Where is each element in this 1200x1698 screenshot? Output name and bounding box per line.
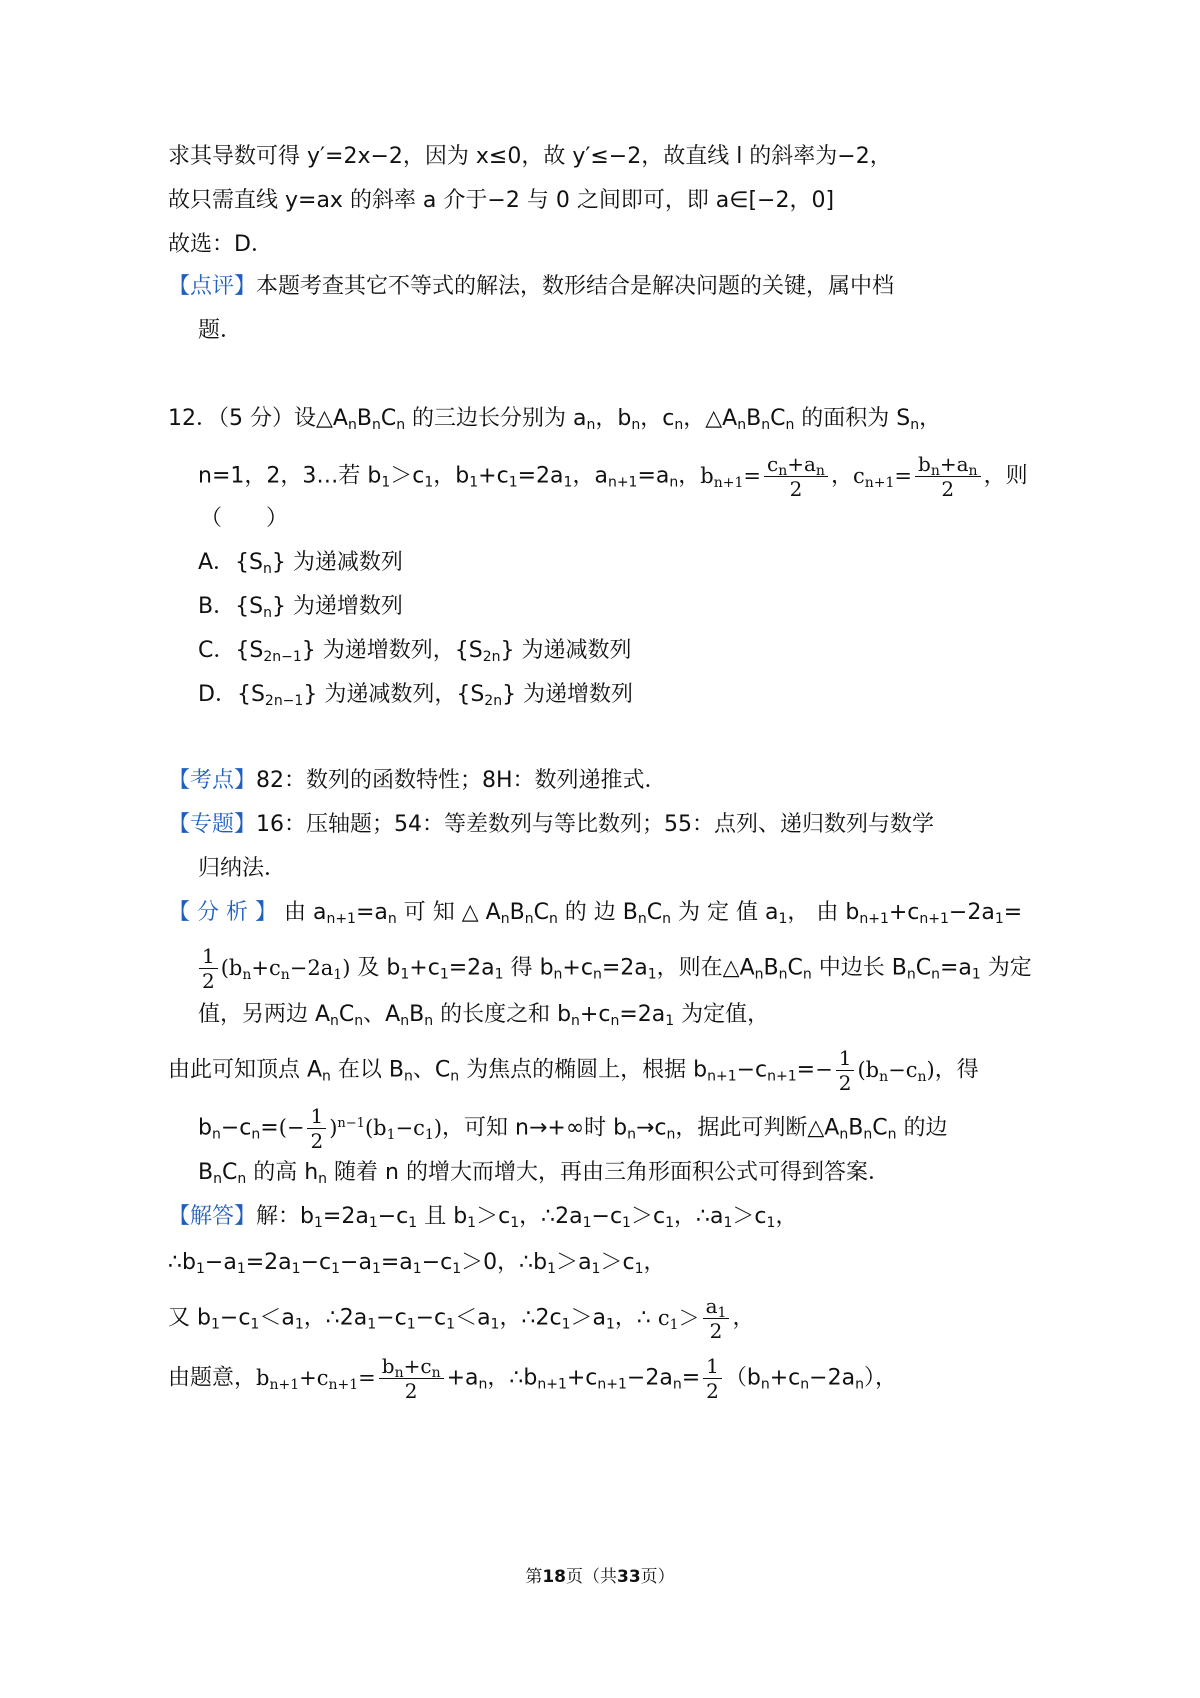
fraction: $\frac{b_n+a_n}{2}$ [915,452,981,501]
zhuanti-tag: 【专题】 [168,812,257,837]
kaodian-line: 【考点】82：数列的函数特性；8H：数列递推式． [168,768,667,793]
page-total: 33 [617,1567,641,1587]
fraction-half: $\frac{1}{2}$ [307,1104,326,1153]
fenxi-tag: 【 分 析 】 [168,900,277,925]
comment-line: 【点评】本题考查其它不等式的解法，数形结合是解决问题的关键，属中档 [168,274,895,299]
comment-continuation: 题． [198,318,243,343]
option-c: C．$\{S_{2n-1}\}$ 为递增数列，$\{S_{2n}\}$ 为递减数列 [198,638,632,665]
option-d: D．$\{S_{2n-1}\}$ 为递减数列，$\{S_{2n}\}$ 为递增数列 [198,682,634,709]
question-12-paren: （ ） [200,506,289,531]
jieda-tag: 【解答】 [168,1204,257,1229]
jieda-line-4: 由题意，$b_{n+1}+c_{n+1}=$ $\frac{b_n+c_n}{2}$ $+a_n$，$\therefore b_{n+1}+c_{n+1}-2a_n=$ $\frac{1}{2}$ $(b_n+c_n-2a_n)$， [168,1354,897,1403]
fraction-half: $\frac{1}{2}$ [703,1354,722,1403]
comment-tag: 【点评】 [168,274,257,299]
fenxi-line-3: 值，另两边 $A_nC_n$、$A_nB_n$ 的长度之和 $b_n+c_n=2a_1$ 为定值， [198,1002,770,1029]
fenxi-line-2: $\frac{1}{2}$ $(b_n+c_n-2a_1)$ 及 $b_1+c_1=2a_1$ 得 $b_n+c_n=2a_1$，则在$\triangle A_nB_nC_n$ 中边长 $B_nC_n=a_1$ 为定 [196,944,1032,993]
fraction-half: $\frac{1}{2}$ [836,1046,855,1095]
answer-choice-line: 故选：D． [168,232,273,257]
fraction: $\frac{c_n+a_n}{2}$ [764,452,828,501]
option-a: A．$\{S_n\}$ 为递减数列 [198,550,403,577]
question-12-conditions: n=1，2，3…若 $b_1>c_1$，$b_1+c_1=2a_1$，$a_{n+1}=a_n$，$b_{n+1}=$ $\frac{c_n+a_n}{2}$ ，$c_{n+1}=$ $\frac{b_n+a_n}{2}$ ，则 [198,452,1028,501]
slope-range-line: 故只需直线 y=ax 的斜率 a 介于−2 与 0 之间即可，即 a∈[−2，0] [168,188,835,213]
zhuanti-continuation: 归纳法． [198,856,287,881]
jieda-line-2: $\therefore b_1-a_1=2a_1-c_1-a_1=a_1-c_1>0$，$\therefore b_1>a_1>c_1$， [168,1250,666,1277]
page-number: 18 [542,1567,566,1587]
jieda-line-1: 【解答】解：$b_1=2a_1-c_1$ 且 $b_1>c_1$，$\therefore 2a_1-c_1>c_1$，$\therefore a_1>c_1$， [168,1204,798,1231]
fraction: $\frac{a_1}{2}$ [703,1294,730,1343]
page-footer: 第18页（共33页） [525,1567,675,1587]
fenxi-line-6: $B_nC_n$ 的高 $h_n$ 随着 n 的增大而增大，再由三角形面积公式可得到答案． [198,1160,890,1187]
fraction: $\frac{b_n+c_n}{2}$ [379,1354,444,1403]
zhuanti-line: 【专题】16：压轴题；54：等差数列与等比数列；55：点列、递归数列与数学 [168,812,935,837]
fenxi-line-5: $b_n-c_n=(-$ $\frac{1}{2}$ )$^{n-1}(b_1-c_1)$，可知 n→+∞时 $b_n\to c_n$，据此可判断$\triangle A_nB_nC_n$ 的边 [198,1104,948,1153]
fraction-half: $\frac{1}{2}$ [199,944,218,993]
kaodian-tag: 【考点】 [168,768,257,793]
question-12-stem: 12．（5 分）设$\triangle A_nB_nC_n$ 的三边长分别为 $a_n$，$b_n$，$c_n$，$\triangle A_nB_nC_n$ 的面积为 $S_n$， [168,406,942,433]
fenxi-line-1: 【 分 析 】 由 $a_{n+1}=a_n$ 可 知 △ $A_nB_nC_n$ 的 边 $B_nC_n$ 为 定 值 $a_1$， 由 $b_{n+1}+c_{n+1}-2a_1=$ [168,900,1023,927]
fenxi-line-4: 由此可知顶点 $A_n$ 在以 $B_n$、$C_n$ 为焦点的椭圆上，根据 $b_{n+1}-c_{n+1}=-$ $\frac{1}{2}$ $(b_n-c_n)$，得 [168,1046,979,1095]
jieda-line-3: 又 $b_1-c_1<a_1$，$\therefore 2a_1-c_1-c_1<a_1$，$\therefore 2c_1>a_1$，∴ $c_1>$ $\frac{a_1}{2}$ ， [168,1294,755,1343]
derivative-line: 求其导数可得 y′=2x−2，因为 x≤0，故 y′≤−2，故直线 l 的斜率为−2， [168,144,892,169]
option-b: B．$\{S_n\}$ 为递增数列 [198,594,403,621]
